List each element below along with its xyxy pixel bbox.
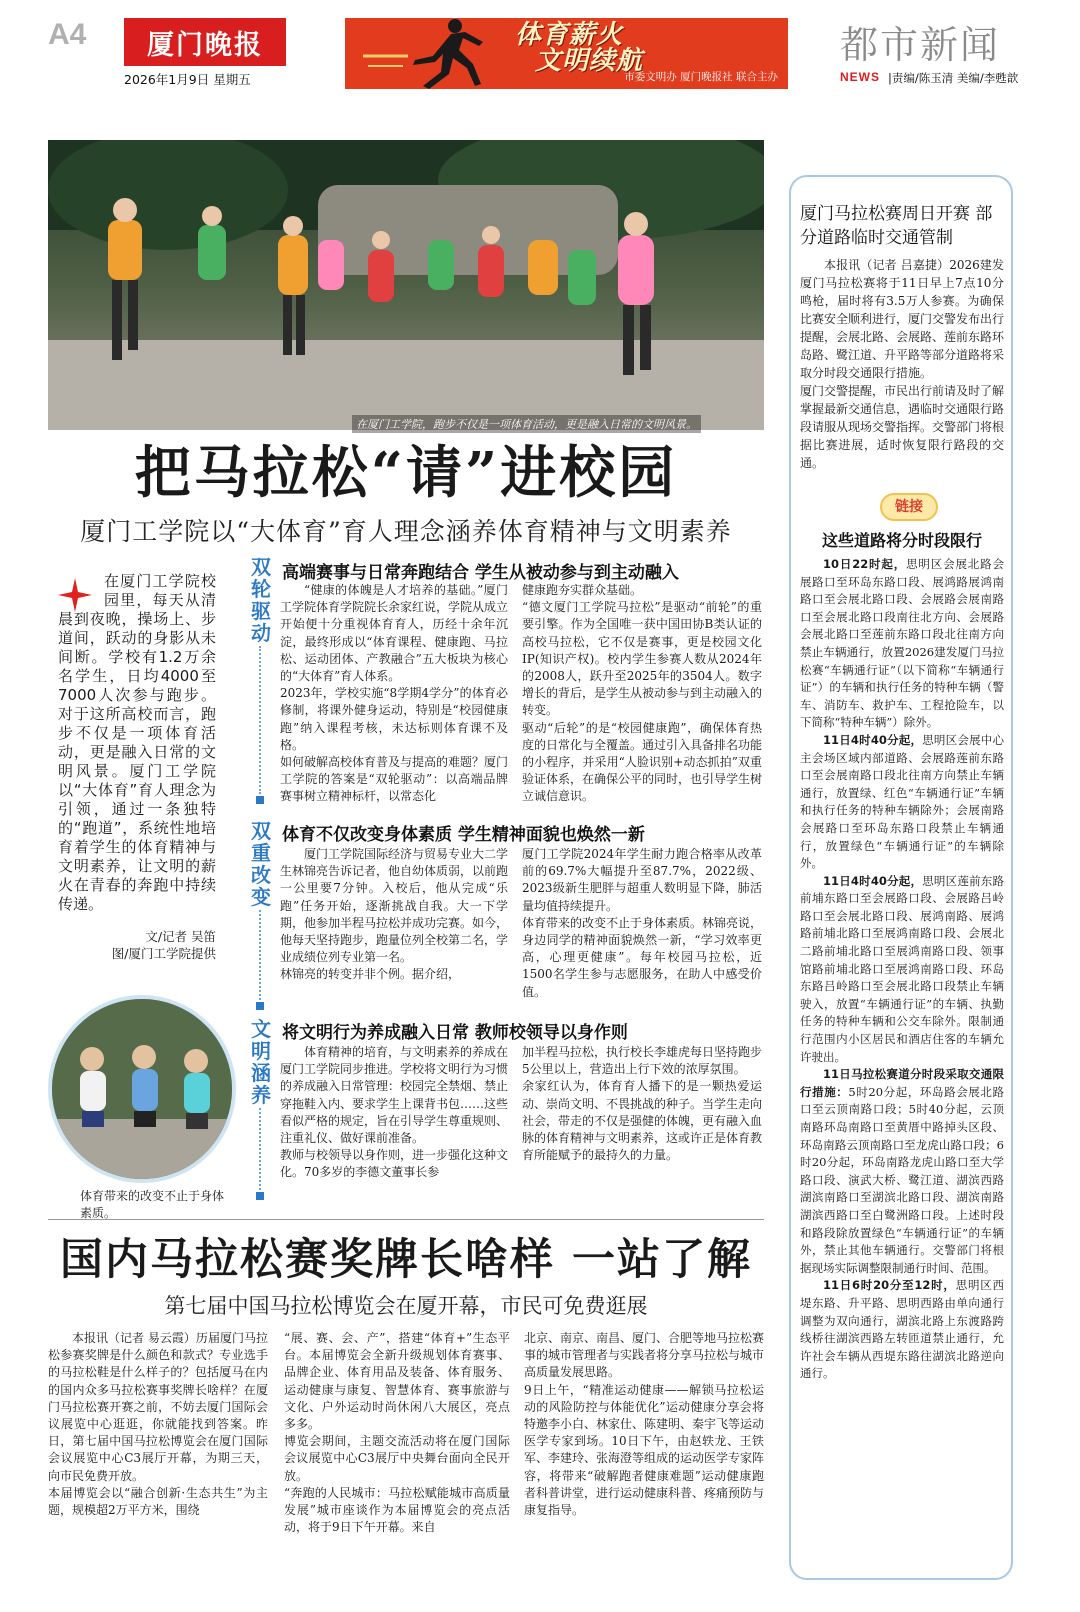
main-headline: 把马拉松“请”进校园 <box>134 440 678 506</box>
sidebar-subtitle: 这些道路将分时段限行 <box>821 531 982 550</box>
second-col-2: “展、赛、会、产”，搭建“体育+”生态平台。本届博览会全新升级规划体育赛事、品牌企业、体育用品及装备、体育服务、运动健康与康复、智慧体育、赛事旅游与文化、户外运动时尚休闲八大展区，亮点多多。 博览会期间，主题交流活动将在厦门国际会议展览中心C3展厅中央舞台面向全民开放。 “奔跑的人民城市：马拉松赋能城市高质量发展”城市座谈作为本届博览会的亮点活动，将于9日下午开幕。来自 <box>284 1331 510 1535</box>
sidebar-body: 本报讯（记者 吕嘉捷）2026建发厦门马拉松赛将于11日早上7点10分鸣枪，届时将有3.5万人参赛。为确保比赛安全顺利进行，厦门交警发布出行提醒，会展北路、会展路、莲前东路环岛路、鹭江道、升平路等部分道路将采取分时段交通限行措施。 厦门交警提醒，市民出行前请及时了解掌握最新交通信息，遇临时交通限行路段请服从现场交警指挥。交警部门将根据比赛进展，适时恢复限行路段的交通。 <box>800 258 1005 470</box>
main-subheadline: 厦门工学院以“大体育”育人理念涵养体育精神与文明素养 <box>80 517 732 546</box>
second-col-1: 本报讯（记者 易云霞）历届厦门马拉松参赛奖牌是什么颜色和款式？专业选手的马拉松鞋是什么样子的？包括厦马在内的国内众多马拉松赛事奖牌长啥样？在厦门马拉松赛开赛之前，不妨去厦门国际会议展览中心逛逛，你就能找到答案。昨日，第七届中国马拉松博览会在厦门国际会议展览中心C3展厅开幕，为期三天，向市民免费开放。 本届博览会以“融合创新·生态共生”为主题，规模超2万平方米，围绕 <box>48 1331 268 1518</box>
running-students-photo <box>48 140 764 430</box>
banner-organizers: 市委文明办 厦门晚报社 联合主办 <box>624 71 778 83</box>
section-divider-line <box>259 1108 261 1190</box>
section-divider-line <box>259 646 261 794</box>
traffic-rule: 11日6时20分至12时，思明区西堤东路、升平路、思明西路由单向通行调整为双向通行，湖滨北路上东渡路跨线桥往湖滨西路左转匝道禁止通行，允许社会车辆从西堤东路往湖滨北路逆向通行。 <box>800 1278 1005 1381</box>
section-marker <box>256 1002 264 1010</box>
story-divider <box>48 1219 764 1220</box>
section-heading: 体育不仅改变身体素质 学生精神面貌也焕然一新 <box>282 825 645 845</box>
section-label-dual-change: 双重改变 <box>251 819 271 909</box>
second-subheadline: 第七届中国马拉松博览会在厦开幕，市民可免费逛展 <box>164 1294 648 1318</box>
section-heading: 将文明行为养成融入日常 教师校领导以身作则 <box>282 1023 628 1043</box>
traffic-rule: 11日4时40分起，思明区莲前东路前埔东路口至会展路口段、会展路吕岭路口至会展北路口段、展鸿南路、展鸿路前埔北路口至展鸿南路口段、会展北二路前埔北路口至展鸿南路口段、领事馆路前埔北路口至展鸿南路口段、环岛东路吕岭路口至会展北路口段禁止车辆驶入，放置“车辆通行证”的车辆、执勤任务的特种车辆和公交车除外。限制通行范围内小区居民和酒店住客的车辆允许驶出。 <box>800 873 1004 1064</box>
traffic-rules-list <box>800 556 1004 1383</box>
campaign-banner <box>345 18 788 89</box>
sidebar-title: 厦门马拉松赛周日开赛 部分道路临时交通管制 <box>800 204 993 248</box>
runner-silhouette-icon <box>363 18 503 89</box>
banner-slogan: 体育薪火 文明续航 <box>515 20 644 76</box>
page-number: A4 <box>48 18 87 51</box>
issue-date: 2026年1月9日 星期五 <box>124 72 251 87</box>
byline: 文/记者 吴笛 图/厦门工学院提供 <box>111 929 216 961</box>
news-tag: NEWS <box>840 70 880 84</box>
second-headline: 国内马拉松赛奖牌长啥样 一站了解 <box>60 1235 752 1285</box>
traffic-rule: 10日22时起，思明区会展北路会展路口至环岛东路口段、展鸿路展鸿南路口至会展北路口段、会展路会展南路口至会展北路口段南往北方向、会展路会展北路口至莲前东路口段北往南方向禁止车辆通行，放置2026建发厦门马拉松赛“车辆通行证”（以下简称“车辆通行证”）的车辆和执行任务的特种车辆（警车、消防车、救护车、工程抢险车，以下简称“特种车辆”）除外。 <box>800 557 1004 730</box>
lead-paragraph: 在厦门工学院校园里，每天从清晨到夜晚，操场上、步道间，跃动的身影从未间断。学校有1.2万余名学生，日均4000至7000人次参与跑步。对于这所高校而言，跑步不仅是一项体育活动，更是融入日常的文明风景。厦门工学院以“大体育”育人理念为引领，通过一条独特的“跑道”，系统性地培育着学生的体育精神与文明素养，让文明的薪火在青春的奔跑中持续传递。 <box>58 572 216 913</box>
newspaper-logo: 厦门晚报 <box>124 18 286 66</box>
second-col-3: 北京、南京、南昌、厦门、合肥等地马拉松赛事的城市管理者与实践者将分享马拉松与城市高质量发展思路。 9日上午，“精准运动健康——解锁马拉松运动的风险防控与体能优化”运动健康分享会将特邀李小白、林家仕、陈建明、秦宇飞等运动医学专家到场。10日下午，由赵轶龙、王铁军、李建玲、张海澄等组成的运动医学专家阵容，将带来“破解跑者健康难题”运动健康跑者科普讲堂，进行运动健康科普、疼痛预防与康复指导。 <box>524 1331 765 1518</box>
section-3-col-a: 体育精神的培育，与文明素养的养成在厦门工学院同步推进。学校将文明行为习惯的养成融入日常管理：校园完全禁烟、禁止穿拖鞋入内、要求学生上课背书包……这些看似严格的规定，旨在引导学生尊重规则、注重礼仪、做好课前准备。 教师与校领导以身作则，进一步强化这种文化。70多岁的李德文董事长参 <box>280 1045 509 1180</box>
section-label-civility: 文明涵养 <box>251 1017 271 1107</box>
circle-photo-caption: 体育带来的改变不止于身体素质。 <box>80 1189 225 1220</box>
section-title: 都市新闻 <box>840 23 1001 67</box>
section-label-dual-drive: 双轮驱动 <box>251 555 271 645</box>
section-1-col-b: 健康跑夯实群众基础。 “德文厦门工学院马拉松”是驱动“前轮”的重要引擎。作为全国唯一获中国田协B类认证的高校马拉松，它不仅是赛事，更是校园文化IP(知识产权)。校内学生参赛人数从2024年的2008人，跃升至2025年的3504人。数字增长的背后，是学生从被动参与到主动融入的转变。 驱动“后轮”的是“校园健康跑”，确保体育热度的日常化与全覆盖。通过引入具备排名功能的小程序，并采用“人脸识别+动态抓拍”双重验证体系，在确保公平的同时，也引导学生树立诚信意识。 <box>522 583 763 804</box>
section-1-col-a: “健康的体魄是人才培养的基础。”厦门工学院体育学院院长余家红说，学院从成立开始便十分重视体育育人，历经十余年沉淀，最终形成以“体育课程、健康跑、马拉松、运动团体、产教融合”五大板块为核心的“大体育”育人体系。 2023年，学校实施“8学期4学分”的体育必修制，将课外健身运动，特别是“校园健康跑”纳入课程考核，未达标则体育课不及格。 如何破解高校体育普及与提高的难题？厦门工学院的答案是“双轮驱动”：以高端品牌赛事树立精神标杆，以常态化 <box>280 583 509 804</box>
link-badge: 链接 <box>880 493 938 521</box>
section-divider-line <box>259 910 261 1000</box>
section-marker <box>256 1192 264 1200</box>
traffic-rule: 11日马拉松赛道分时段采取交通限行措施：5时20分起，环岛路会展北路口至云顶南路口段；5时40分起，云顶南路环岛南路口至黄厝中路掉头区段、环岛南路云顶南路口至龙虎山路口段；6时20分起，环岛南路龙虎山路口至大学路口段、演武大桥、鹭江道、湖滨西路湖滨南路口至湖滨北路口段、湖滨南路湖滨西路口至白鹭洲路口段。上述时段和路段除放置绿色“车辆通行证”的车辆外，禁止其他车辆通行。交警部门将根据现场实际调整限制通行时间、范围。 <box>800 1067 1004 1275</box>
section-3-col-b: 加半程马拉松，执行校长李雄虎每日坚持跑步5公里以上，营造出上行下效的浓厚氛围。 余家红认为，体育育人播下的是一颗热爱运动、崇尚文明、不畏挑战的种子。当学生走向社会，带走的不仅是强健的体魄，更有融入血脉的体育精神与文明素养，这或许正是体育教育所能赋予的最持久的力量。 <box>522 1045 763 1163</box>
section-2-col-a: 厦门工学院国际经济与贸易专业大二学生林锦亮告诉记者，他自幼体质弱，以前跑一公里要7分钟。入校后，他从完成“乐跑”任务开始，逐渐挑战自我。大一下学期，他参加半程马拉松并成功完赛。如今，他每天坚持跑步，跑量位列全校第二名，学业成绩位列专业第一名。 林锦亮的转变并非个例。据介绍， <box>280 847 509 982</box>
runners-circle-photo <box>48 995 236 1183</box>
editors-credit: |责编/陈玉清 美编/李甦歆 <box>888 71 1019 85</box>
section-2-col-b: 厦门工学院2024年学生耐力跑合格率从改革前的69.7%大幅提升至87.7%，2022级、2023级新生肥胖与超重人数明显下降，肺活量均值持续提升。 体育带来的改变不止于身体素质。林锦亮说，身边同学的精神面貌焕然一新，“学习效率更高，心理更健康”。每年校园马拉松，近1500名学生参与志愿服务，在助人中感受价值。 <box>522 847 763 999</box>
photo-caption: 在厦门工学院，跑步不仅是一项体育活动，更是融入日常的文明风景。 <box>352 415 701 433</box>
traffic-rule: 11日4时40分起，思明区会展中心主会场区域内部道路、会展路莲前东路口至会展南路口段北往南方向禁止车辆通行，放置绿、红色“车辆通行证”车辆和执行任务的特种车辆除外；会展南路会展路口至环岛东路口段禁止车辆通行，放置绿色“车辆通行证”的车辆除外。 <box>800 732 1004 871</box>
section-heading: 高端赛事与日常奔跑结合 学生从被动参与到主动融入 <box>282 563 679 583</box>
section-marker <box>256 796 264 804</box>
